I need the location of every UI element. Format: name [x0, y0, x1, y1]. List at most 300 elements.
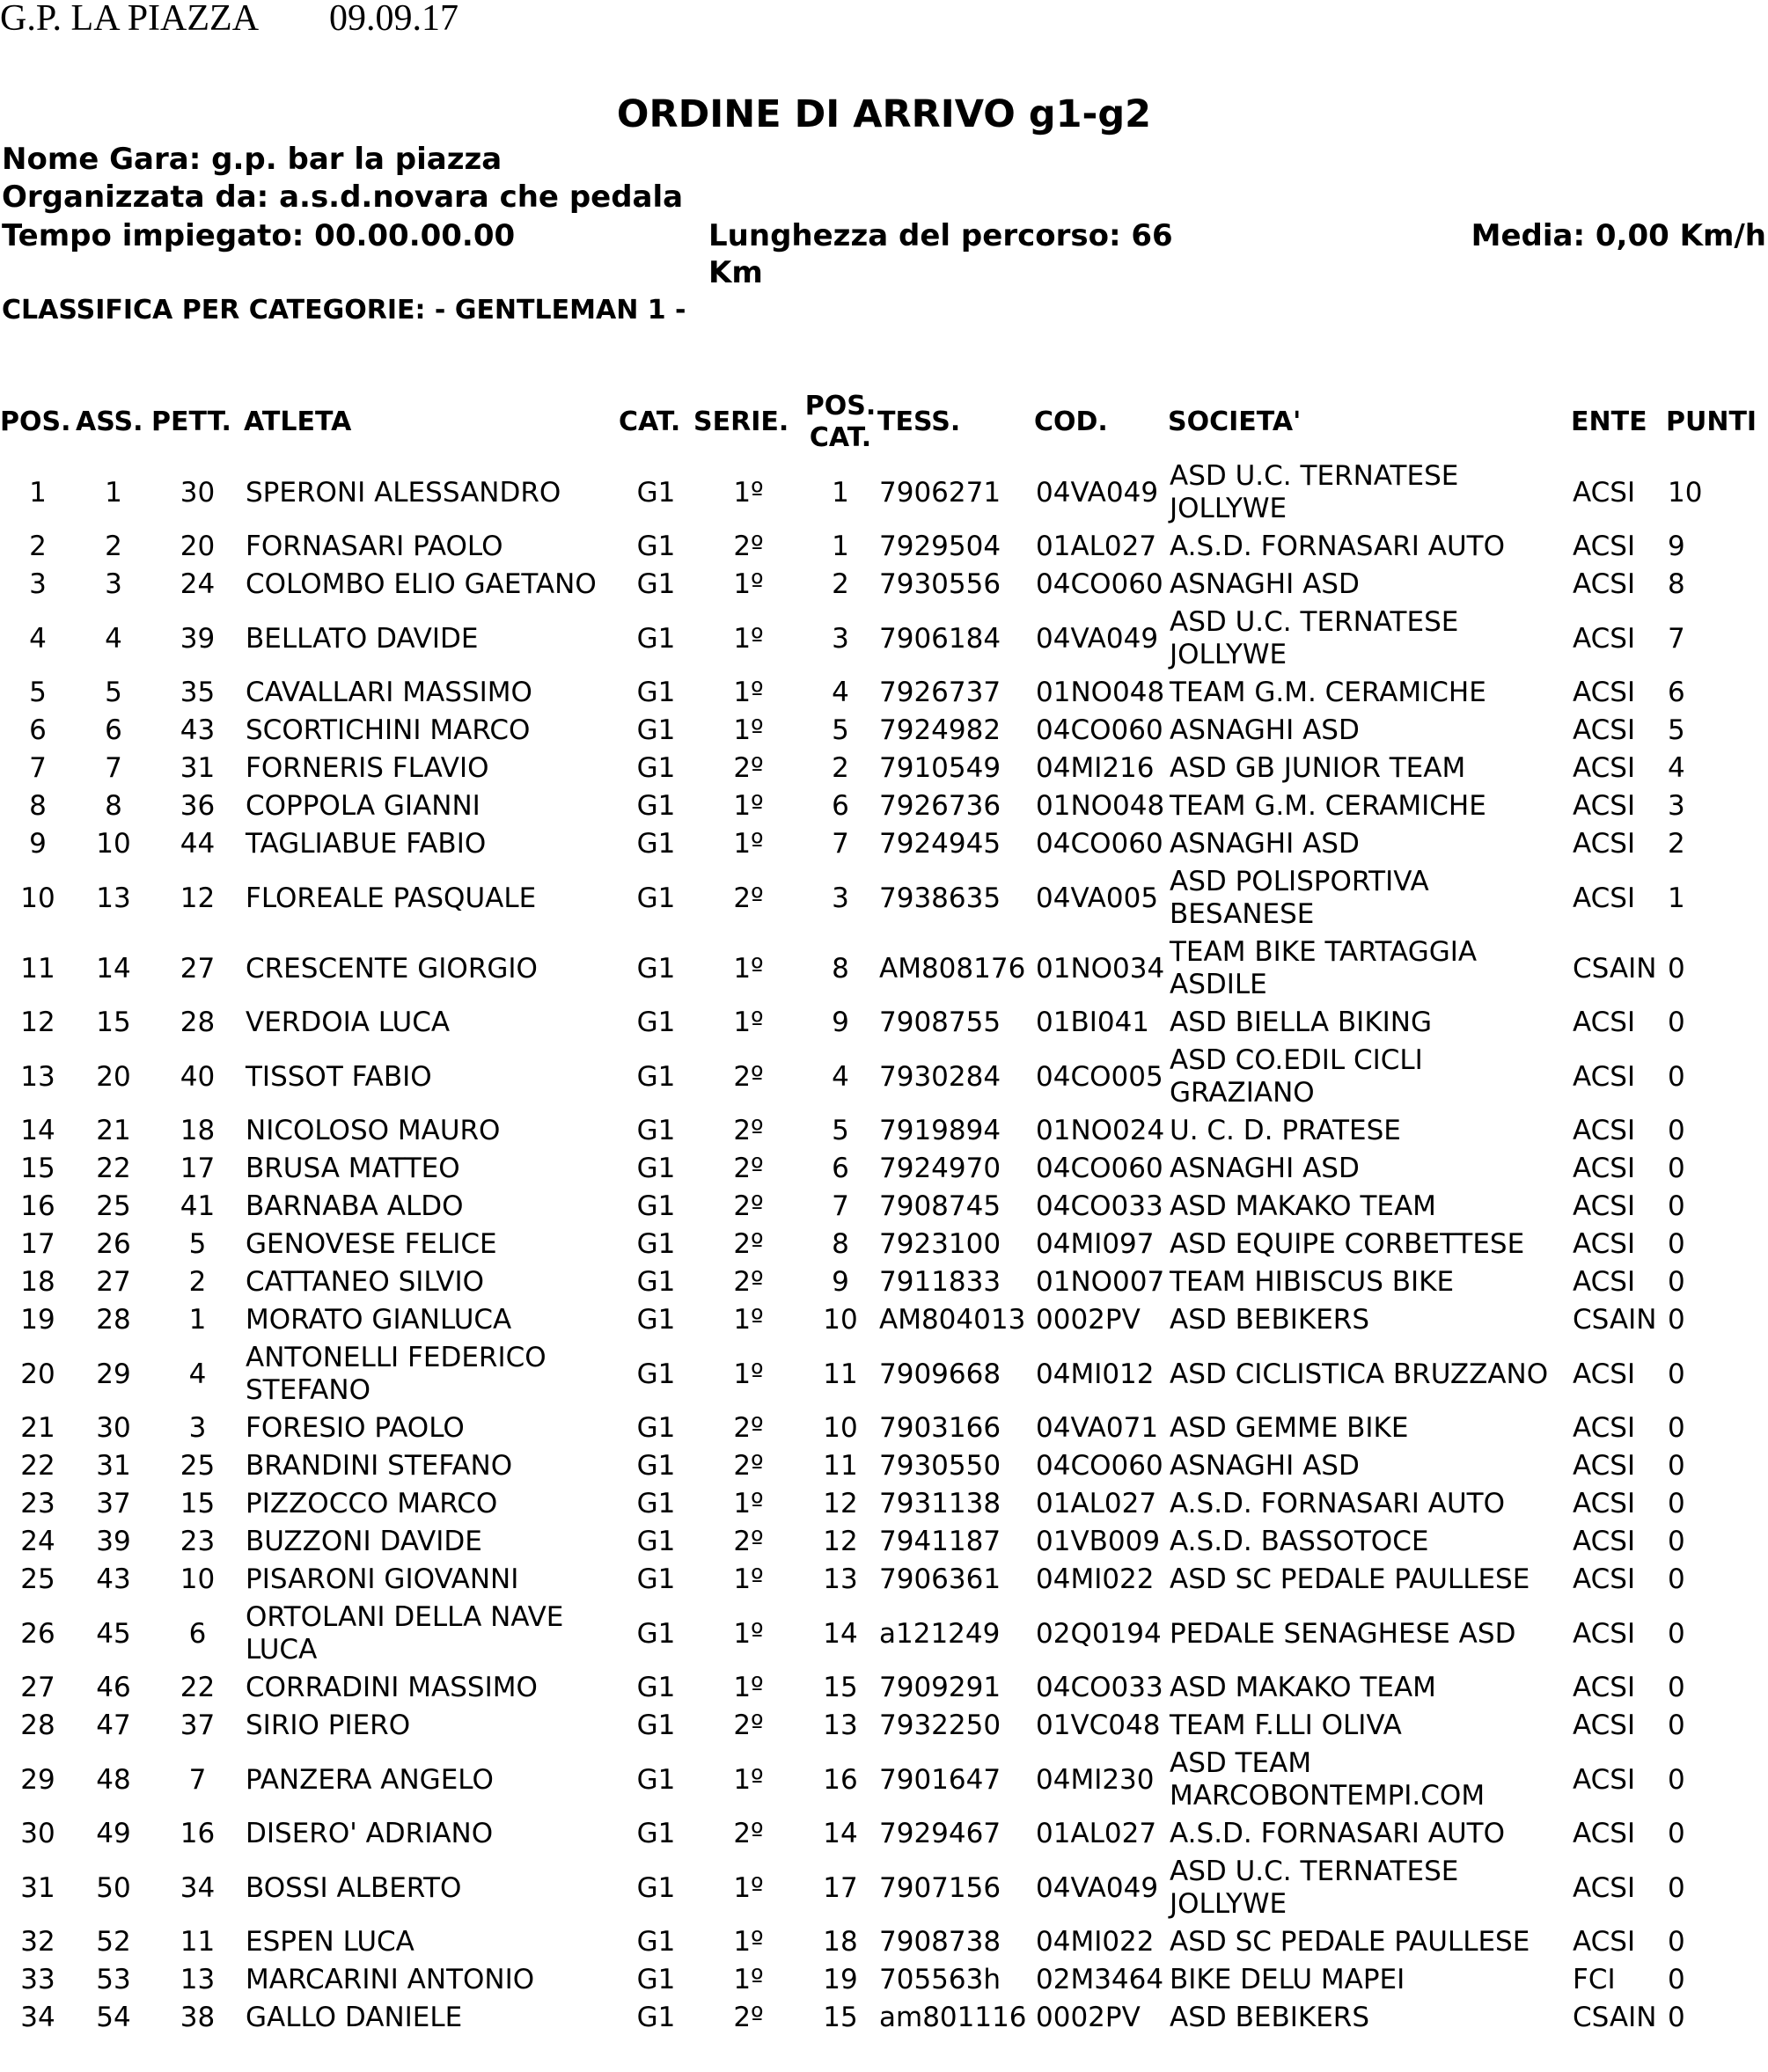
cell-punti: 0: [1668, 1488, 1685, 1519]
cell-poscat: 1: [832, 476, 849, 509]
cell-societa: ASD U.C. TERNATESE JOLLYWE: [1170, 1856, 1459, 1920]
cell-punti: 0: [1668, 1964, 1685, 1995]
cell-punti: 0: [1668, 1763, 1685, 1796]
cell-cat: G1: [636, 1228, 676, 1260]
cell-pos: 16: [20, 1190, 55, 1222]
cell-cod: 01NO048: [1036, 677, 1165, 708]
cell-serie: 1º: [733, 1617, 764, 1650]
cell-poscat: 14: [823, 1617, 858, 1650]
cell-cat: G1: [636, 476, 676, 509]
cell-atleta: ORTOLANI DELLA NAVE LUCA: [246, 1601, 564, 1666]
cell-ente: ACSI: [1573, 1488, 1636, 1519]
cell-societa: A.S.D. BASSOTOCE: [1170, 1526, 1429, 1557]
cell-ente: CSAIN: [1573, 952, 1657, 985]
cell-serie: 2º: [733, 1818, 764, 1849]
cell-punti: 0: [1668, 1153, 1685, 1184]
cell-pett: 10: [180, 1563, 216, 1595]
cell-cod: 02Q0194: [1036, 1617, 1162, 1650]
cell-atleta: COPPOLA GIANNI: [246, 790, 481, 822]
cell-societa: ASD BEBIKERS: [1170, 2002, 1370, 2033]
cell-ass: 21: [96, 1115, 131, 1146]
cell-ente: ACSI: [1573, 1871, 1636, 1904]
cell-serie: 1º: [733, 677, 764, 708]
cell-atleta: DISERO' ADRIANO: [246, 1818, 494, 1849]
cell-cod: 04VA049: [1036, 622, 1159, 655]
cell-societa: ASD SC PEDALE PAULLESE: [1170, 1926, 1530, 1958]
cell-punti: 0: [1668, 1266, 1685, 1298]
table-row: [0, 528, 1768, 566]
cell-tess: 7941187: [879, 1526, 1001, 1557]
cell-cod: 01NO007: [1036, 1266, 1165, 1298]
cell-societa: ASNAGHI ASD: [1170, 1153, 1360, 1184]
table-row: [0, 1339, 1768, 1409]
cell-cod: 04MI097: [1036, 1228, 1155, 1260]
cell-societa: ASD POLISPORTIVA BESANESE: [1170, 866, 1429, 930]
table-row: [0, 604, 1768, 674]
cell-pett: 36: [180, 790, 216, 822]
cell-ass: 20: [96, 1060, 131, 1093]
cell-ente: ACSI: [1573, 1710, 1636, 1741]
cell-cod: 01NO048: [1036, 790, 1165, 822]
cell-pett: 34: [180, 1871, 216, 1904]
cell-cod: 04MI230: [1036, 1763, 1155, 1796]
cell-ente: ACSI: [1573, 1115, 1636, 1146]
cell-punti: 0: [1668, 1563, 1685, 1595]
table-row: [0, 1226, 1768, 1263]
cell-serie: 2º: [733, 1228, 764, 1260]
cell-pett: 18: [180, 1115, 216, 1146]
cell-cod: 01NO034: [1036, 952, 1165, 985]
cell-punti: 9: [1668, 531, 1685, 562]
cell-tess: 7926737: [879, 677, 1001, 708]
table-row: [0, 1999, 1768, 2037]
cell-punti: 10: [1668, 476, 1703, 509]
cell-pett: 6: [188, 1617, 207, 1650]
cell-punti: 0: [1668, 1710, 1685, 1741]
cell-punti: 3: [1668, 790, 1685, 822]
cell-atleta: BRANDINI STEFANO: [246, 1450, 513, 1482]
cell-tess: 705563h: [879, 1964, 1001, 1995]
cell-serie: 1º: [733, 476, 764, 509]
cell-punti: 2: [1668, 828, 1685, 860]
cell-pos: 18: [20, 1266, 55, 1298]
cell-societa: ASD MAKAKO TEAM: [1170, 1190, 1436, 1222]
cell-ente: ACSI: [1573, 882, 1636, 914]
cell-tess: 7908745: [879, 1190, 1001, 1222]
cell-cat: G1: [636, 531, 676, 562]
cell-punti: 5: [1668, 714, 1685, 746]
cell-ass: 54: [96, 2002, 131, 2033]
cell-cat: G1: [636, 1358, 676, 1390]
cell-poscat: 11: [823, 1450, 858, 1482]
cell-cod: 04VA005: [1036, 882, 1159, 914]
cell-atleta: PISARONI GIOVANNI: [246, 1563, 519, 1595]
cell-serie: 2º: [733, 1153, 764, 1184]
table-row: [0, 863, 1768, 933]
table-row: [0, 712, 1768, 750]
race-name: Nome Gara: g.p. bar la piazza: [2, 142, 503, 177]
organizer: Organizzata da: a.s.d.novara che pedala: [2, 179, 684, 215]
cell-ente: ACSI: [1573, 1672, 1636, 1703]
cell-poscat: 6: [832, 790, 849, 822]
cell-societa: ASD U.C. TERNATESE JOLLYWE: [1170, 460, 1459, 524]
col-cod: COD.: [1034, 406, 1108, 437]
cell-punti: 7: [1668, 622, 1685, 655]
cell-societa: ASD BIELLA BIKING: [1170, 1007, 1433, 1038]
cell-pett: 12: [180, 882, 216, 914]
cell-poscat: 11: [823, 1358, 858, 1390]
cell-societa: ASD CO.EDIL CICLI GRAZIANO: [1170, 1044, 1423, 1109]
table-header-row: [0, 387, 1768, 458]
cell-societa: ASNAGHI ASD: [1170, 828, 1360, 860]
cell-atleta: BELLATO DAVIDE: [246, 622, 479, 655]
cell-ente: ACSI: [1573, 1412, 1636, 1444]
cell-pett: 20: [180, 531, 216, 562]
average-speed: Media: 0,00 Km/h: [1471, 218, 1766, 253]
cell-serie: 1º: [733, 1763, 764, 1796]
cell-tess: 7924945: [879, 828, 1001, 860]
table-row: [0, 1188, 1768, 1226]
col-pos: POS.: [0, 406, 71, 437]
cell-cod: 04MI012: [1036, 1358, 1155, 1390]
col-ente: ENTE: [1571, 406, 1647, 437]
cell-ass: 13: [96, 882, 131, 914]
cell-pett: 37: [180, 1710, 216, 1741]
cell-poscat: 12: [823, 1526, 858, 1557]
cell-punti: 0: [1668, 1228, 1685, 1260]
cell-tess: 7906361: [879, 1563, 1001, 1595]
cell-pos: 27: [20, 1672, 55, 1703]
cell-punti: 4: [1668, 752, 1685, 784]
cell-serie: 2º: [733, 882, 764, 914]
cell-ente: ACSI: [1573, 1007, 1636, 1038]
cell-cat: G1: [636, 1060, 676, 1093]
cell-serie: 1º: [733, 1672, 764, 1703]
table-row: [0, 1561, 1768, 1599]
cell-ass: 28: [96, 1304, 131, 1336]
cell-societa: PEDALE SENAGHESE ASD: [1170, 1617, 1516, 1650]
cell-ente: ACSI: [1573, 1926, 1636, 1958]
cell-societa: TEAM BIKE TARTAGGIA ASDILE: [1170, 936, 1478, 1000]
cell-tess: 7906184: [879, 622, 1001, 655]
cell-cat: G1: [636, 1763, 676, 1796]
cell-tess: 7909668: [879, 1358, 1001, 1390]
cell-pett: 17: [180, 1153, 216, 1184]
table-row: [0, 1961, 1768, 1999]
cell-poscat: 8: [832, 1228, 849, 1260]
cell-pett: 16: [180, 1818, 216, 1849]
cell-pett: 4: [188, 1358, 207, 1390]
cell-ass: 30: [96, 1412, 131, 1444]
cell-pett: 7: [188, 1763, 207, 1796]
cell-tess: 7901647: [879, 1763, 1001, 1796]
cell-pos: 31: [20, 1871, 55, 1904]
cell-punti: 0: [1668, 1115, 1685, 1146]
cell-atleta: VERDOIA LUCA: [246, 1007, 451, 1038]
cell-atleta: GALLO DANIELE: [246, 2002, 463, 2033]
cell-cod: 01AL027: [1036, 1488, 1157, 1519]
cell-ass: 31: [96, 1450, 131, 1482]
cell-societa: A.S.D. FORNASARI AUTO: [1170, 1488, 1506, 1519]
table-row: [0, 1853, 1768, 1923]
cell-pos: 32: [20, 1926, 55, 1958]
cell-poscat: 19: [823, 1964, 858, 1995]
cell-pett: 30: [180, 476, 216, 509]
cell-tess: 7909291: [879, 1672, 1001, 1703]
cell-tess: 7938635: [879, 882, 1001, 914]
cell-cat: G1: [636, 1190, 676, 1222]
cell-serie: 1º: [733, 1358, 764, 1390]
cell-poscat: 5: [832, 1115, 849, 1146]
cell-punti: 0: [1668, 1450, 1685, 1482]
cell-serie: 1º: [733, 1964, 764, 1995]
cell-poscat: 8: [832, 952, 849, 985]
cell-societa: TEAM G.M. CERAMICHE: [1170, 677, 1486, 708]
cell-atleta: BRUSA MATTEO: [246, 1153, 460, 1184]
cell-atleta: PANZERA ANGELO: [246, 1763, 494, 1796]
cell-cat: G1: [636, 1710, 676, 1741]
cell-poscat: 5: [832, 714, 849, 746]
cell-societa: ASD SC PEDALE PAULLESE: [1170, 1563, 1530, 1595]
cell-pett: 44: [180, 828, 216, 860]
cell-poscat: 9: [832, 1007, 849, 1038]
cell-pos: 5: [29, 677, 47, 708]
cell-pos: 9: [29, 828, 47, 860]
cell-ass: 48: [96, 1763, 131, 1796]
cell-cod: 01AL027: [1036, 1818, 1157, 1849]
cell-atleta: MARCARINI ANTONIO: [246, 1964, 535, 1995]
cell-ente: ACSI: [1573, 1763, 1636, 1796]
cell-poscat: 12: [823, 1488, 858, 1519]
cell-cat: G1: [636, 1266, 676, 1298]
cell-serie: 2º: [733, 531, 764, 562]
cell-cat: G1: [636, 828, 676, 860]
cell-cod: 04VA049: [1036, 476, 1159, 509]
cell-cat: G1: [636, 1153, 676, 1184]
cell-atleta: COLOMBO ELIO GAETANO: [246, 568, 597, 600]
cell-tess: 7908755: [879, 1007, 1001, 1038]
cell-serie: 1º: [733, 568, 764, 600]
cell-ass: 3: [105, 568, 122, 600]
results-body: [0, 458, 1768, 2037]
cell-pos: 10: [20, 882, 55, 914]
cell-tess: 7929467: [879, 1818, 1001, 1849]
cell-serie: 1º: [733, 1926, 764, 1958]
cell-pos: 3: [29, 568, 47, 600]
cell-serie: 1º: [733, 1563, 764, 1595]
cell-punti: 0: [1668, 1526, 1685, 1557]
cell-cod: 01VB009: [1036, 1526, 1161, 1557]
cell-punti: 0: [1668, 1672, 1685, 1703]
cell-atleta: CORRADINI MASSIMO: [246, 1672, 538, 1703]
cell-pett: 11: [180, 1926, 216, 1958]
cell-pett: 23: [180, 1526, 216, 1557]
cell-pos: 11: [20, 952, 55, 985]
cell-pos: 15: [20, 1153, 55, 1184]
cell-poscat: 14: [823, 1818, 858, 1849]
cell-punti: 0: [1668, 1358, 1685, 1390]
cell-cod: 04CO060: [1036, 714, 1163, 746]
cell-ass: 1: [105, 476, 122, 509]
cell-atleta: SPERONI ALESSANDRO: [246, 476, 561, 509]
table-row: [0, 1004, 1768, 1042]
table-row: [0, 1485, 1768, 1523]
cell-poscat: 13: [823, 1710, 858, 1741]
cell-cat: G1: [636, 1007, 676, 1038]
cell-cat: G1: [636, 1617, 676, 1650]
cell-societa: BIKE DELU MAPEI: [1170, 1964, 1405, 1995]
cell-pos: 29: [20, 1763, 55, 1796]
cell-cod: 02M3464: [1036, 1964, 1164, 1995]
cell-pos: 12: [20, 1007, 55, 1038]
table-row: [0, 933, 1768, 1004]
table-row: [0, 458, 1768, 528]
cell-pos: 23: [20, 1488, 55, 1519]
cell-pett: 28: [180, 1007, 216, 1038]
cell-atleta: TAGLIABUE FABIO: [246, 828, 487, 860]
page-title: ORDINE DI ARRIVO g1-g2: [616, 92, 1152, 136]
table-row: [0, 1263, 1768, 1301]
cell-pett: 24: [180, 568, 216, 600]
cell-serie: 2º: [733, 1412, 764, 1444]
cell-pett: 43: [180, 714, 216, 746]
cell-tess: 7903166: [879, 1412, 1001, 1444]
cell-atleta: ESPEN LUCA: [246, 1926, 414, 1958]
cell-societa: ASD EQUIPE CORBETTESE: [1170, 1228, 1525, 1260]
cell-tess: 7929504: [879, 531, 1001, 562]
cell-ente: ACSI: [1573, 476, 1636, 509]
cell-poscat: 7: [832, 1190, 849, 1222]
cell-cat: G1: [636, 1563, 676, 1595]
cell-pos: 7: [29, 752, 47, 784]
cell-cod: 01NO024: [1036, 1115, 1165, 1146]
table-row: [0, 1447, 1768, 1485]
col-societa: SOCIETA': [1168, 406, 1302, 437]
cell-pos: 33: [20, 1964, 55, 1995]
cell-pos: 28: [20, 1710, 55, 1741]
category-ranking-label: CLASSIFICA PER CATEGORIE: - GENTLEMAN 1 -: [2, 295, 686, 326]
cell-atleta: FORNASARI PAOLO: [246, 531, 503, 562]
cell-punti: 0: [1668, 1304, 1685, 1336]
cell-ente: ACSI: [1573, 1526, 1636, 1557]
cell-ass: 4: [105, 622, 122, 655]
cell-ass: 25: [96, 1190, 131, 1222]
cell-cat: G1: [636, 1412, 676, 1444]
cell-ente: ACSI: [1573, 677, 1636, 708]
cell-societa: U. C. D. PRATESE: [1170, 1115, 1401, 1146]
cell-ente: ACSI: [1573, 1266, 1636, 1298]
cell-serie: 2º: [733, 1060, 764, 1093]
cell-tess: 7930556: [879, 568, 1001, 600]
cell-societa: ASNAGHI ASD: [1170, 714, 1360, 746]
cell-ente: ACSI: [1573, 531, 1636, 562]
cell-societa: ASNAGHI ASD: [1170, 568, 1360, 600]
cell-pos: 13: [20, 1060, 55, 1093]
table-row: [0, 674, 1768, 712]
cell-ass: 53: [96, 1964, 131, 1995]
cell-tess: am801116: [879, 2002, 1027, 2033]
cell-societa: ASD MAKAKO TEAM: [1170, 1672, 1436, 1703]
cell-ass: 7: [105, 752, 122, 784]
cell-cod: 04CO033: [1036, 1672, 1163, 1703]
cell-cat: G1: [636, 1488, 676, 1519]
cell-cat: G1: [636, 714, 676, 746]
cell-ente: ACSI: [1573, 1153, 1636, 1184]
cell-pos: 30: [20, 1818, 55, 1849]
cell-pett: 27: [180, 952, 216, 985]
cell-ente: ACSI: [1573, 1617, 1636, 1650]
cell-pett: 40: [180, 1060, 216, 1093]
cell-atleta: PIZZOCCO MARCO: [246, 1488, 498, 1519]
cell-punti: 0: [1668, 1871, 1685, 1904]
cell-atleta: NICOLOSO MAURO: [246, 1115, 501, 1146]
cell-serie: 2º: [733, 1450, 764, 1482]
cell-tess: 7930284: [879, 1060, 1001, 1093]
cell-ente: CSAIN: [1573, 2002, 1657, 2033]
cell-punti: 0: [1668, 2002, 1685, 2033]
cell-ente: ACSI: [1573, 1060, 1636, 1093]
results-table: [0, 387, 1768, 2037]
cell-poscat: 10: [823, 1412, 858, 1444]
cell-cat: G1: [636, 1115, 676, 1146]
cell-tess: AM808176: [879, 952, 1026, 985]
cell-punti: 0: [1668, 1060, 1685, 1093]
cell-cat: G1: [636, 2002, 676, 2033]
cell-serie: 2º: [733, 1190, 764, 1222]
cell-cat: G1: [636, 1871, 676, 1904]
cell-atleta: BUZZONI DAVIDE: [246, 1526, 482, 1557]
table-row: [0, 1301, 1768, 1339]
cell-poscat: 13: [823, 1563, 858, 1595]
cell-pos: 19: [20, 1304, 55, 1336]
cell-ass: 5: [105, 677, 122, 708]
cell-cat: G1: [636, 752, 676, 784]
cell-ente: ACSI: [1573, 714, 1636, 746]
cell-cat: G1: [636, 568, 676, 600]
cell-atleta: FORNERIS FLAVIO: [246, 752, 489, 784]
cell-serie: 2º: [733, 2002, 764, 2033]
cell-punti: 6: [1668, 677, 1685, 708]
cell-punti: 0: [1668, 952, 1685, 985]
cell-tess: 7907156: [879, 1871, 1001, 1904]
cell-societa: ASD TEAM MARCOBONTEMPI.COM: [1170, 1747, 1486, 1812]
cell-atleta: CATTANEO SILVIO: [246, 1266, 485, 1298]
table-row: [0, 1409, 1768, 1447]
cell-cat: G1: [636, 1526, 676, 1557]
cell-cat: G1: [636, 677, 676, 708]
cell-societa: TEAM HIBISCUS BIKE: [1170, 1266, 1455, 1298]
cell-cod: 04VA049: [1036, 1871, 1159, 1904]
table-row: [0, 1042, 1768, 1112]
cell-ass: 39: [96, 1526, 131, 1557]
cell-ass: 43: [96, 1563, 131, 1595]
cell-pett: 1: [188, 1304, 207, 1336]
table-row: [0, 1923, 1768, 1961]
cell-pos: 14: [20, 1115, 55, 1146]
cell-pett: 35: [180, 677, 216, 708]
cell-societa: ASD GEMME BIKE: [1170, 1412, 1409, 1444]
cell-poscat: 7: [832, 828, 849, 860]
cell-ente: ACSI: [1573, 1358, 1636, 1390]
cell-poscat: 10: [823, 1304, 858, 1336]
cell-cat: G1: [636, 790, 676, 822]
cell-serie: 2º: [733, 752, 764, 784]
cell-serie: 2º: [733, 1266, 764, 1298]
cell-pett: 13: [180, 1964, 216, 1995]
cell-serie: 1º: [733, 1304, 764, 1336]
cell-poscat: 4: [832, 1060, 849, 1093]
cell-pos: 2: [29, 531, 47, 562]
